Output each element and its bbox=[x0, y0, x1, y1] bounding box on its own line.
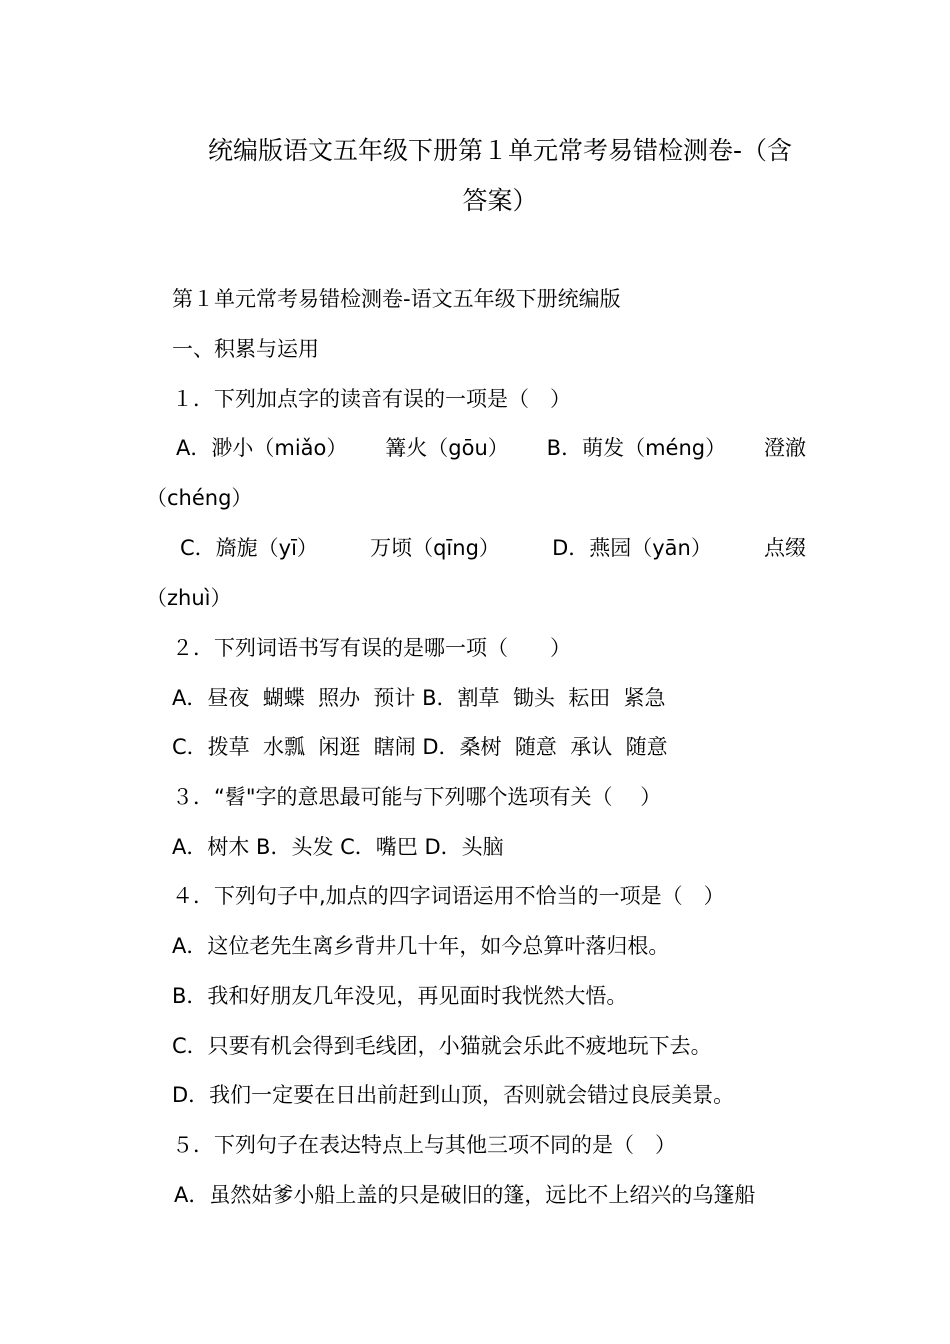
title-line-1: 统编版语文五年级下册第１单元常考易错检测卷-（含 bbox=[207, 136, 793, 165]
question-4-option-d: D．我们一定要在日出前赶到山顶，否则就会错过良辰美景。 bbox=[172, 1083, 735, 1107]
question-5-stem: ５．下列句子在表达特点上与其他三项不同的是（ ） bbox=[172, 1133, 676, 1157]
question-1-options-row-1-cont: （chéng） bbox=[146, 486, 253, 510]
question-3-options: A．树木 B．头发 C．嘴巴 D．头脑 bbox=[172, 835, 504, 859]
question-1-options-row-2 bbox=[150, 533, 806, 563]
question-4-option-c: C．只要有机会得到毛线团，小猫就会乐此不疲地玩下去。 bbox=[172, 1034, 712, 1058]
question-1-options-row-2-cont: （zhuì） bbox=[146, 586, 232, 610]
question-2-options-row-1: A．昼夜 蝴蝶 照办 预计 B．割草 锄头 耘田 紧急 bbox=[172, 686, 666, 710]
document-title bbox=[150, 126, 850, 226]
question-2-stem: ２．下列词语书写有误的是哪一项（ ） bbox=[172, 636, 571, 660]
option-a-2: 篝火（gōu） bbox=[385, 436, 509, 460]
question-4-option-b: B．我和好朋友几年没见，再见面时我恍然大悟。 bbox=[172, 984, 628, 1008]
title-line-2: 答案） bbox=[462, 186, 538, 215]
section-heading: 一、积累与运用 bbox=[172, 337, 319, 361]
question-1-options-row-1 bbox=[150, 433, 806, 463]
option-b-1: B．萌发（méng） bbox=[546, 436, 727, 460]
option-b-2: 澄澈 bbox=[763, 436, 806, 460]
option-d-1: D．燕园（yān） bbox=[552, 536, 712, 560]
option-d-2: 点缀 bbox=[764, 536, 806, 560]
subtitle: 第１单元常考易错检测卷-语文五年级下册统编版 bbox=[172, 287, 621, 311]
option-c-1: C．旖旎（yī） bbox=[180, 536, 318, 560]
question-5-option-a: A．虽然姑爹小船上盖的只是破旧的篷，远比不上绍兴的乌篷船 bbox=[174, 1183, 756, 1207]
option-c-2: 万顷（qīng） bbox=[370, 536, 500, 560]
question-4-option-a: A．这位老先生离乡背井几十年，如今总算叶落归根。 bbox=[172, 934, 670, 958]
question-1-stem: １．下列加点字的读音有误的一项是（ ） bbox=[172, 387, 571, 411]
option-a-1: A．渺小（miǎo） bbox=[176, 436, 348, 460]
question-4-stem: ４．下列句子中,加点的四字词语运用不恰当的一项是（ ） bbox=[172, 884, 725, 908]
question-3-stem: ３．“髫"字的意思最可能与下列哪个选项有关（ ） bbox=[172, 785, 662, 809]
question-2-options-row-2: C．拨草 水瓢 闲逛 瞎闹 D．桑树 随意 承认 随意 bbox=[172, 735, 668, 759]
